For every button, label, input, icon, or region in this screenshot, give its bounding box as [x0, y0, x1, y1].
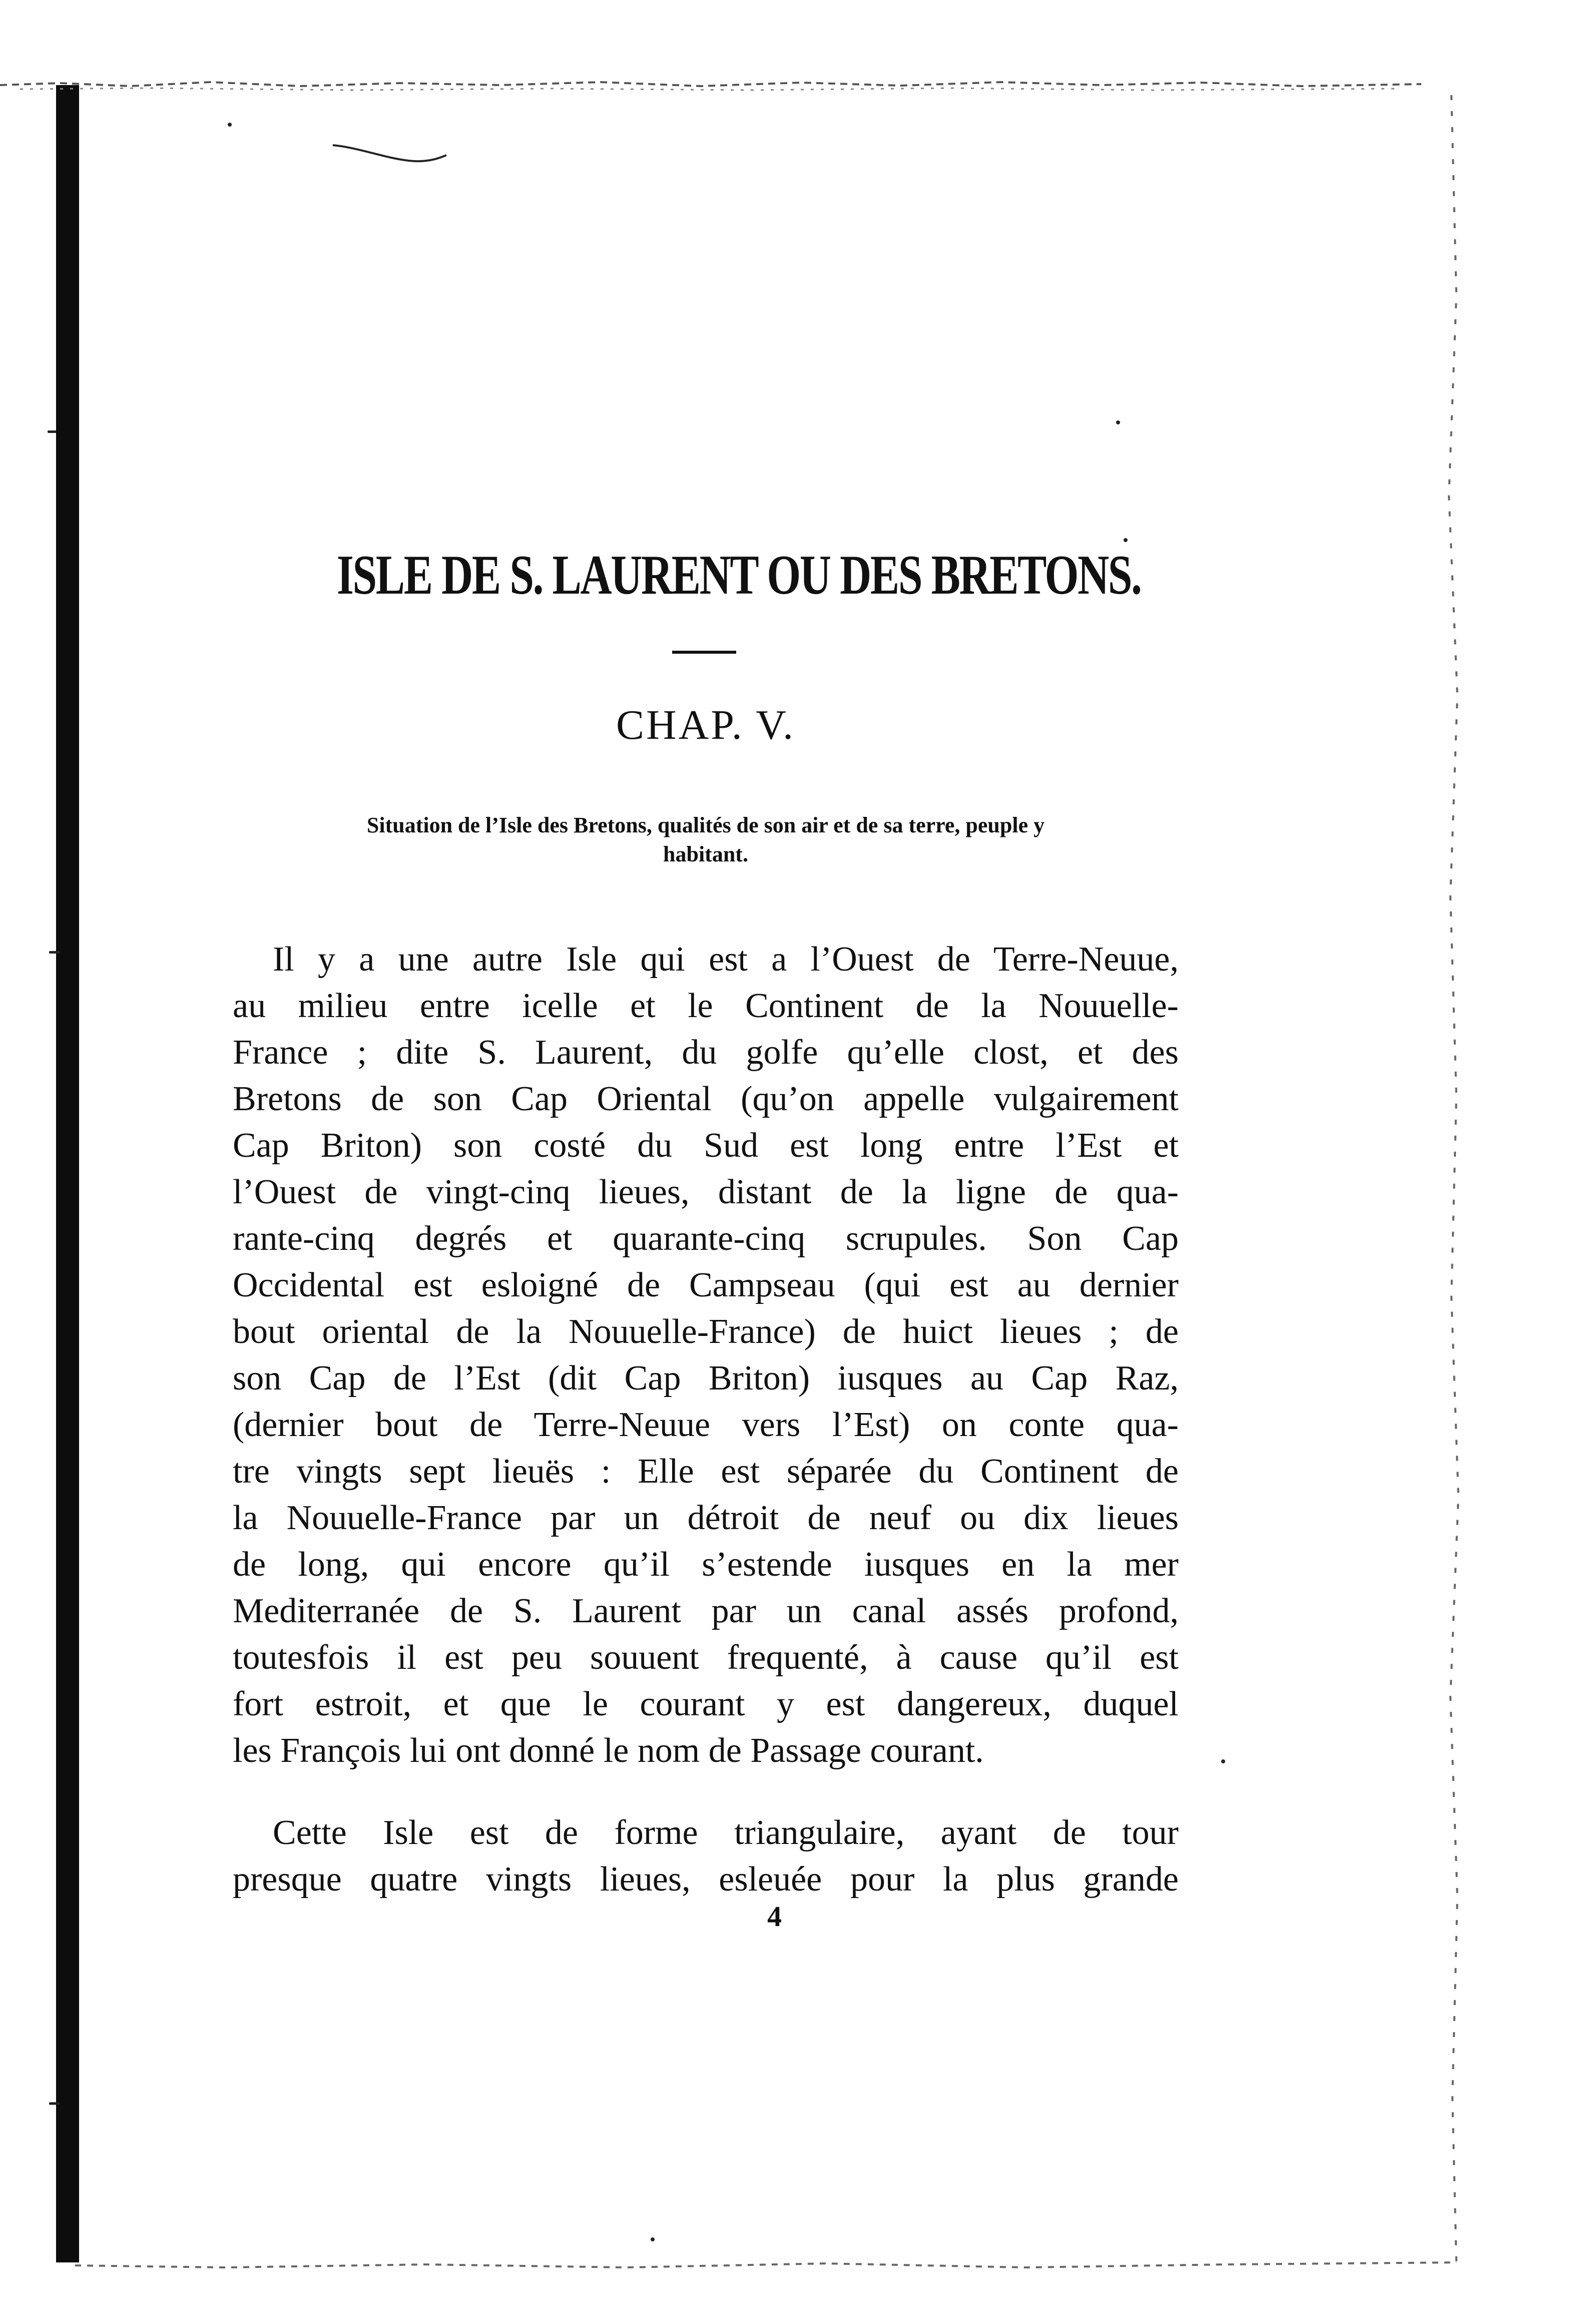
page-right-edge-noise: [1421, 95, 1476, 2262]
text-line: Bretons de son Cap Oriental (qu’on appelle vulgairement: [233, 1080, 1179, 1118]
summary-line: habitant.: [663, 842, 748, 866]
text-line: France ; dite S. Laurent, du golfe qu’elle clost, et des: [233, 1033, 1179, 1072]
text-line: Occidental est esloigné de Campseau (qui est au dernier: [233, 1266, 1179, 1304]
page-bottom-edge-noise: [75, 2252, 1456, 2277]
summary-line: Situation de l’Isle des Bretons, qualités de son air et de sa terre, peuple y: [366, 813, 1045, 837]
text-line: bout oriental de la Nouuelle-France) de huict lieues ; de: [233, 1312, 1179, 1351]
text-line: Cap Briton) son costé du Sud est long entre l’Est et: [233, 1126, 1179, 1165]
text-line: son Cap de l’Est (dit Cap Briton) iusques au Cap Raz,: [233, 1359, 1179, 1398]
text-line: Il y a une autre Isle qui est a l’Ouest de Terre-Neuue,: [273, 940, 1179, 979]
ink-speck: [1116, 420, 1120, 424]
paragraph-1: [233, 936, 1179, 1774]
page-top-edge-noise: [0, 75, 1421, 95]
chapter-summary: [233, 811, 1179, 869]
ink-swash-mark: [330, 140, 450, 170]
signature-mark: 4: [767, 1900, 782, 1933]
title-rule: [672, 651, 736, 654]
chapter-heading: CHAP. V.: [616, 702, 796, 748]
text-line: presque quatre vingts lieues, esleuée pour la plus grande: [233, 1860, 1179, 1899]
text-line: au milieu entre icelle et le Continent de la Nouuelle-: [233, 987, 1179, 1025]
ink-speck: [1124, 538, 1128, 542]
text-line: (dernier bout de Terre-Neuue vers l’Est) on conte qua-: [233, 1406, 1179, 1444]
text-line: toutesfois il est peu souuent frequenté, à cause qu’il est: [233, 1638, 1179, 1677]
binding-shadow: [56, 85, 79, 2262]
ink-speck: [228, 123, 232, 127]
ink-speck: [651, 2237, 655, 2241]
text-line: l’Ouest de vingt-cinq lieues, distant de la ligne de qua-: [233, 1173, 1179, 1211]
text-line: les François lui ont donné le nom de Passage courant.: [233, 1731, 984, 1770]
ink-speck: [1221, 1759, 1225, 1763]
text-line: la Nouuelle-France par un détroit de neuf ou dix lieues: [233, 1499, 1179, 1537]
text-line: fort estroit, et que le courant y est dangereux, duquel: [233, 1685, 1179, 1723]
text-line: tre vingts sept lieuës : Elle est séparée du Continent de: [233, 1452, 1179, 1491]
ink-speck: [49, 951, 60, 954]
paragraph-2: [233, 1809, 1179, 1903]
section-title: ISLE DE S. LAURENT OU DES BRETONS.: [336, 544, 1141, 606]
text-line: rante-cinq degrés et quarante-cinq scrupules. Son Cap: [233, 1219, 1179, 1258]
ink-speck: [49, 2102, 60, 2105]
ink-speck: [48, 430, 57, 433]
text-line: Mediterranée de S. Laurent par un canal assés profond,: [233, 1592, 1179, 1630]
text-line: Cette Isle est de forme triangulaire, ayant de tour: [273, 1813, 1179, 1852]
text-line: de long, qui encore qu’il s’estende iusques en la mer: [233, 1545, 1179, 1584]
